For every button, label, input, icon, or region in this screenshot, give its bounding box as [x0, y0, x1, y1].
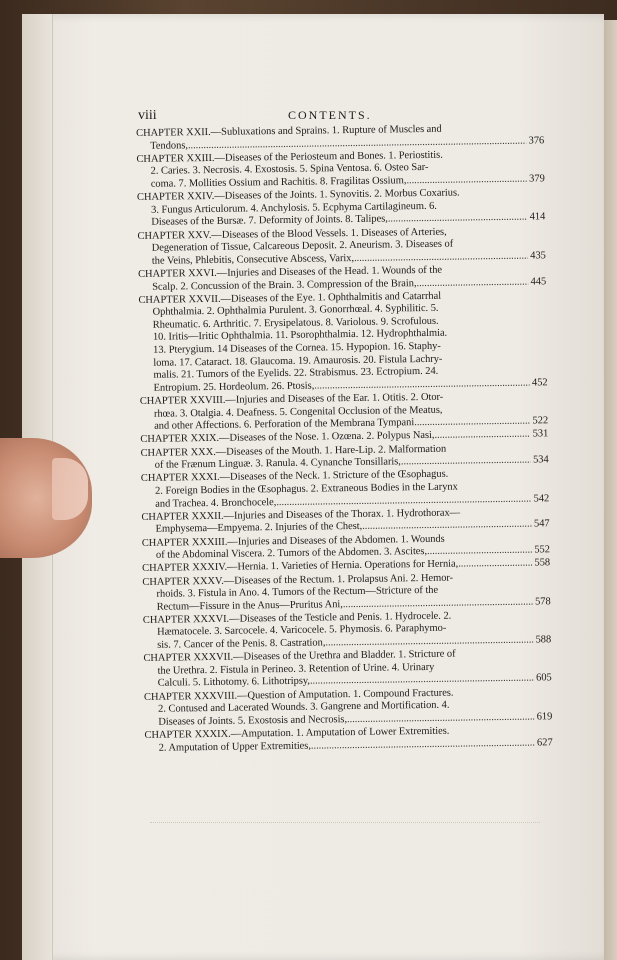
toc-entry-line: CHAPTER XXXIII.—Injuries and Diseases of the Abdomen. 1. Wounds — [141, 533, 445, 549]
dot-leader — [414, 416, 530, 430]
dot-leader — [362, 519, 532, 534]
toc-page-number: 542 — [533, 492, 550, 505]
toc-entry-line: CHAPTER XXXVIII.—Question of Amputation. 1. Compound Fractures. — [143, 687, 454, 703]
dot-leader — [343, 596, 533, 611]
toc-entry — [136, 148, 544, 191]
toc-entry-line: 3. Fungus Articulorum. 4. Anchylosis. 5. Ecphyma Cartilagineum. 6. — [151, 200, 437, 216]
dot-leader — [427, 545, 532, 559]
toc-entry-line: Hæmatocele. 3. Sarcocele. 4. Varicocele. 5. Phymosis. 6. Paraphymo- — [156, 623, 447, 639]
toc-entry-line: CHAPTER XXVII.—Diseases of the Eye. 1. Ophthalmitis and Catarrhal — [138, 290, 442, 306]
dot-leader — [354, 250, 528, 265]
page-number: viii — [138, 108, 157, 123]
toc-entry-line: malis. 21. Tumors of the Eyelids. 22. Strabismus. 23. Ectropium. 24. — [153, 366, 439, 382]
toc-entry-text: Tendons, — [150, 139, 188, 152]
toc-entry-line: 10. Iritis—Iritic Ophthalmia. 11. Psorophthalmia. 12. Hydrophthalmia. — [152, 328, 448, 344]
toc-entry-text: Scalp. 2. Concussion of the Brain. 3. Compression of the Brain, — [152, 277, 417, 293]
toc-page-number: 435 — [530, 250, 546, 262]
toc-entry-line: 2. Foreign Bodies in the Œsophagus. 2. Extraneous Bodies in the Larynx — [154, 481, 458, 497]
toc-entry-text: Diseases of the Bursæ. 7. Deformity of Joints. 8. Talipes, — [151, 213, 388, 229]
toc-entry-text: coma. 7. Mollities Ossium and Rachitis. 8. Fragilitas Ossium, — [150, 175, 407, 190]
dot-leader — [434, 429, 530, 443]
toc-entry-line: CHAPTER XXXV.—Diseases of the Rectum. 1. Prolapsus Ani. 2. Hemor- — [142, 572, 454, 588]
toc-page-number: 578 — [534, 595, 551, 608]
bottom-rule — [150, 822, 540, 823]
toc-page-number: 379 — [529, 173, 545, 185]
dot-leader — [311, 737, 535, 753]
dot-leader — [458, 558, 532, 572]
toc-entry-line: CHAPTER XXVI.—Injuries and Diseases of the Head. 1. Wounds of the — [137, 264, 443, 280]
toc-entry-text: CHAPTER XXXIV.—Hernia. 1. Varieties of Hernia. Operations for Hernia, — [142, 558, 459, 575]
toc-entry-line: CHAPTER XXVIII.—Injuries and Diseases of the Ear. 1. Otitis. 2. Otor- — [139, 391, 444, 408]
toc-entry-text: Diseases of Joints. 5. Exostosis and Necrosis, — [158, 713, 348, 728]
toc-entry-line: Rheumatic. 6. Arthritic. 7. Erysipelatous. 8. Variolous. 9. Scrofulous. — [152, 315, 439, 331]
thumbnail-nail — [52, 458, 88, 520]
toc-entry-line: CHAPTER XXXVI.—Diseases of the Testicle and Penis. 1. Hydrocele. 2. — [142, 610, 452, 626]
toc-page-number: 547 — [533, 518, 550, 530]
toc-page-number: 588 — [535, 634, 552, 646]
toc-entry-line: CHAPTER XXIII.—Diseases of the Periosteum and Bones. 1. Periostitis. — [136, 149, 443, 165]
toc-entry-line: the Urethra. 2. Fistula in Perineo. 3. Retention of Urine. 4. Urinary — [157, 661, 435, 677]
toc-entry — [143, 609, 551, 652]
toc-entry-line: 13. Pterygium. 14 Diseases of the Cornea. 15. Hypopion. 16. Staphy- — [153, 340, 441, 356]
toc-entry-line: CHAPTER XXII.—Subluxations and Sprains. 1. Rupture of Muscles and — [136, 123, 442, 139]
dot-leader — [416, 276, 528, 290]
toc-entry — [143, 648, 551, 691]
dot-leader — [406, 174, 527, 188]
toc-page-number: 522 — [532, 415, 549, 427]
toc-page-number: 605 — [536, 672, 552, 684]
table-of-contents — [136, 122, 553, 755]
toc-page-number: 534 — [532, 454, 549, 466]
toc-entry-text: Emphysema—Empyema. 2. Injuries of the Chest, — [155, 521, 363, 536]
toc-entry-line: 2. Caries. 3. Necrosis. 4. Exostosis. 5. Spina Ventosa. 6. Osteo Sar- — [150, 162, 429, 178]
toc-entry-line: rhœa. 3. Otalgia. 4. Deafness. 5. Congenital Occlusion of the Meatus, — [153, 404, 443, 420]
toc-page-number: 619 — [536, 711, 553, 723]
toc-entry — [144, 724, 552, 755]
toc-entry-text: Calculi. 5. Lithotomy. 6. Lithotripsy, — [157, 676, 311, 690]
toc-entry-text: of the Abdominal Viscera. 2. Tumors of the Abdomen. 3. Ascites, — [155, 546, 428, 561]
toc-entry-line: CHAPTER XXXII.—Injuries and Diseases of the Thorax. 1. Hydrothorax— — [141, 507, 461, 523]
dot-leader — [401, 455, 531, 469]
toc-page-number: 558 — [534, 557, 551, 569]
toc-entry-text: of the Frænum Linguæ. 3. Ranula. 4. Cynanche Tonsillaris, — [154, 456, 401, 471]
toc-entry-text: CHAPTER XXIX.—Diseases of the Nose. 1. Ozœna. 2. Polypus Nasi, — [140, 430, 435, 446]
toc-entry-text: the Veins, Phlebitis, Consecutive Abscess, Varix, — [151, 252, 355, 267]
toc-page-number: 552 — [534, 544, 551, 556]
toc-entry-line: Ophthalmia. 2. Ophthalmia Purulent. 3. Gonorrhœal. 4. Syphilitic. 5. — [152, 303, 439, 319]
toc-page-number: 531 — [532, 428, 549, 440]
toc-entry-line: CHAPTER XXX.—Diseases of the Mouth. 1. Hare-Lip. 2. Malformation — [140, 443, 447, 459]
toc-entry — [142, 571, 550, 614]
toc-entry-text: and Trachea. 4. Bronchocele, — [155, 496, 277, 510]
toc-entry — [137, 186, 545, 229]
toc-entry — [144, 686, 552, 729]
toc-page-number: 627 — [536, 736, 553, 749]
toc-entry-line: CHAPTER XXXI.—Diseases of the Neck. 1. Stricture of the Œsophagus. — [140, 469, 449, 485]
toc-entry — [137, 225, 545, 268]
toc-page-number: 445 — [530, 275, 547, 288]
toc-entry-line: CHAPTER XXXIX.—Amputation. 1. Amputation of Lower Extremities. — [144, 725, 450, 741]
toc-entry-text: Rectum—Fissure in the Anus—Pruritus Ani, — [156, 598, 343, 613]
toc-entry-line: 2. Contused and Lacerated Wounds. 3. Gangrene and Mortification. 4. — [158, 699, 450, 715]
toc-entry-line: loma. 17. Cataract. 18. Glaucoma. 19. Amaurosis. 20. Fistula Lachry- — [153, 353, 443, 369]
toc-entry-line: CHAPTER XXIV.—Diseases of the Joints. 1. Synovitis. 2. Morbus Coxarius. — [136, 187, 460, 204]
dot-leader — [347, 711, 535, 726]
toc-page-number: 452 — [531, 377, 548, 389]
dot-leader — [388, 212, 528, 227]
toc-entry-line: rhoids. 3. Fistula in Ano. 4. Tumors of the Rectum—Stricture of the — [156, 584, 439, 600]
toc-entry-text: Entropium. 25. Hordeolum. 26. Ptosis, — [153, 380, 315, 394]
toc-entry-text: and other Affections. 6. Perforation of the Membrana Tympani — [154, 417, 415, 432]
toc-page-number: 376 — [528, 134, 545, 147]
toc-entry — [140, 390, 548, 433]
running-head: CONTENTS. — [288, 108, 372, 122]
toc-entry-text: sis. 7. Cancer of the Penis. 8. Castration, — [157, 637, 326, 651]
toc-entry — [141, 468, 549, 511]
toc-entry — [138, 289, 547, 395]
toc-page-number: 414 — [529, 211, 546, 223]
toc-entry-line: CHAPTER XXV.—Diseases of the Blood Vessels. 1. Diseases of Arteries, — [137, 226, 447, 242]
toc-entry-text: 2. Amputation of Upper Extremities, — [158, 740, 311, 754]
toc-entry-line: CHAPTER XXXVII.—Diseases of the Urethra and Bladder. 1. Stricture of — [143, 648, 456, 665]
toc-entry-line: Degeneration of Tissue, Calcareous Deposit. 2. Aneurism. 3. Diseases of — [151, 238, 454, 254]
